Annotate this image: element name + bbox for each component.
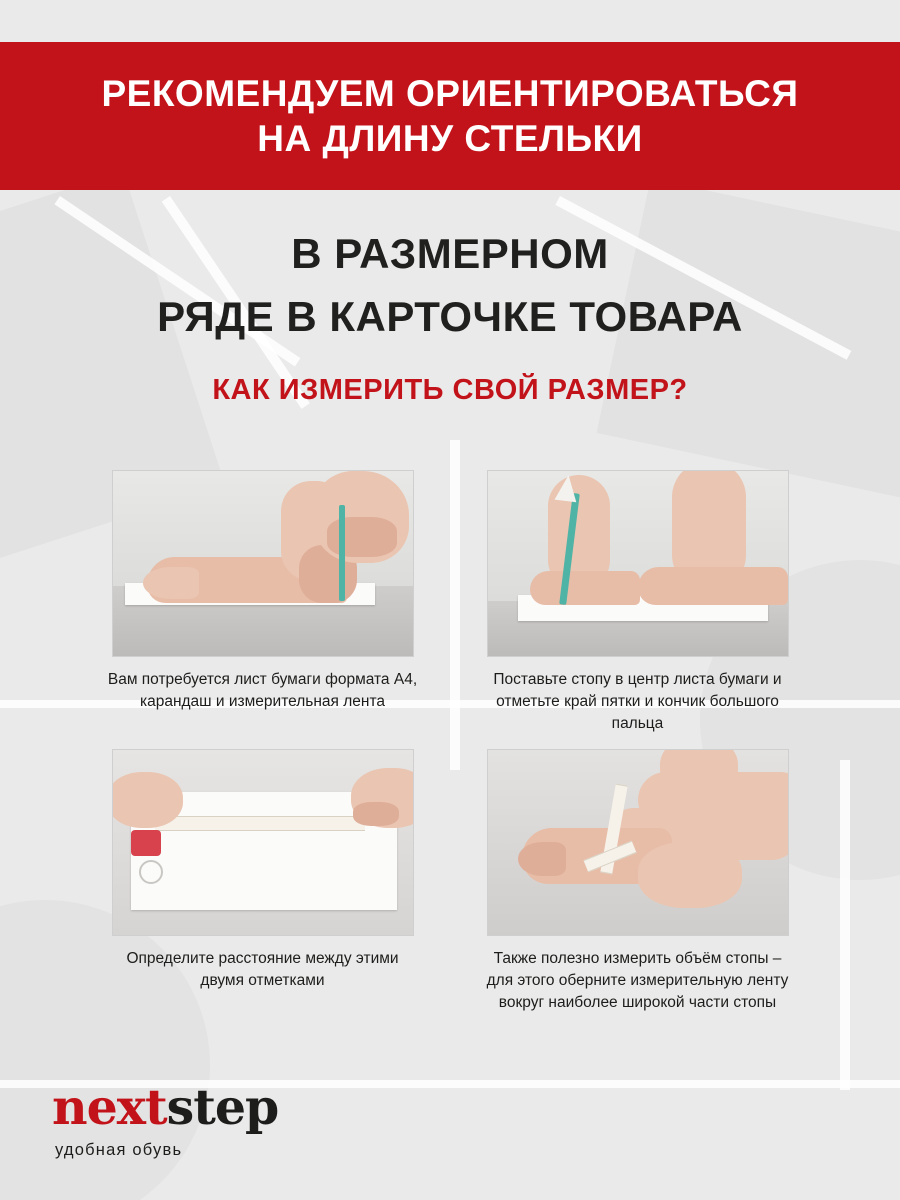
heading-block — [0, 222, 900, 407]
photo-measuring-tape — [155, 816, 365, 831]
step-item — [88, 470, 437, 735]
measuring-foot-girth-photo — [487, 749, 789, 936]
step-caption: Определите расстояние между этими двумя отметками — [126, 950, 399, 989]
logo-next-text: next — [52, 1078, 167, 1136]
photo-pencil-tip-icon — [554, 474, 579, 502]
logo-step-text: step — [166, 1078, 279, 1136]
photo-left-hand — [112, 772, 183, 828]
photo-left-foot — [530, 571, 640, 605]
photo-right-fingers — [353, 802, 399, 826]
banner-line-1: РЕКОМЕНДУЕМ ОРИЕНТИРОВАТЬСЯ — [101, 72, 799, 114]
step-item — [463, 749, 812, 1014]
step-caption: Также полезно измерить объём стопы – для этого оберните измерительную ленту вокруг наиболее широкой части стопы — [486, 950, 789, 1011]
brand-logo — [52, 1078, 279, 1160]
photo-right-foot — [638, 567, 788, 605]
photo-tape-ring-icon — [139, 860, 163, 884]
photo-fingers — [327, 517, 397, 557]
heading-line-1: В РАЗМЕРНОМ — [291, 230, 609, 277]
step-item — [88, 749, 437, 1014]
logo-wordmark — [52, 1078, 279, 1136]
step-caption: Вам потребуется лист бумаги формата А4, карандаш и измерительная лента — [107, 671, 418, 710]
photo-toes — [143, 567, 199, 599]
promo-banner — [0, 42, 900, 190]
foot-on-paper-marking-photo — [487, 470, 789, 657]
logo-tagline: удобная обувь — [55, 1141, 183, 1159]
heading-subtitle: КАК ИЗМЕРИТЬ СВОЙ РАЗМЕР? — [212, 374, 688, 406]
photo-hand — [638, 842, 742, 908]
photo-tape-case — [131, 830, 161, 856]
foot-with-pencil-photo — [112, 470, 414, 657]
photo-toes — [518, 842, 566, 876]
step-caption: Поставьте стопу в центр листа бумаги и отметьте край пятки и кончик большого пальца — [493, 671, 782, 732]
heading-line-2: РЯДЕ В КАРТОЧКЕ ТОВАРА — [157, 293, 743, 340]
photo-pencil — [339, 505, 345, 601]
measuring-tape-on-paper-photo — [112, 749, 414, 936]
photo-upper-hand — [660, 749, 738, 798]
step-item — [463, 470, 812, 735]
steps-grid — [0, 470, 900, 1014]
banner-line-2: НА ДЛИНУ СТЕЛЬКИ — [257, 118, 643, 159]
